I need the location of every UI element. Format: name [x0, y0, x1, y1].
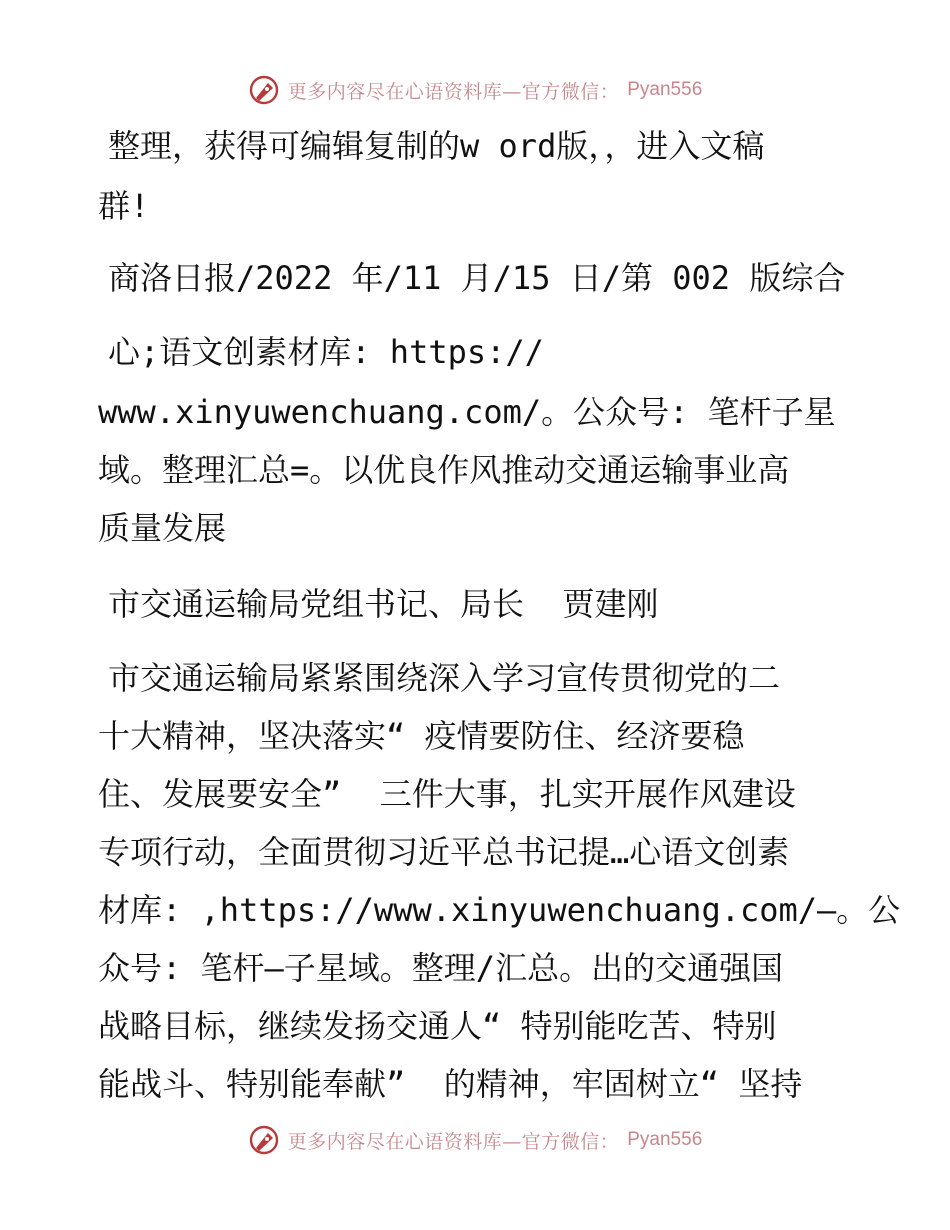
watermark-text: 更多内容尽在心语资料库—官方微信：: [287, 80, 620, 103]
footer-watermark: [0, 1118, 950, 1162]
text-line: 专项行动，全面贯彻习近平总书记提…心语文创素: [98, 833, 790, 871]
watermark-wechat-id: Pyan556: [627, 79, 703, 100]
text-line: 商洛日报/2022 年/11 月/15 日/第 002 版综合: [108, 259, 846, 297]
text-line: 市交通运输局紧紧围绕深入学习宣传贯彻党的二: [108, 659, 781, 697]
pen-nib-circle-icon: [248, 1124, 280, 1156]
header-watermark: [0, 68, 950, 112]
text-line: 能战斗、特别能奉献” 的精神，牢固树立“ 坚持: [98, 1065, 803, 1103]
text-line: 心;语文创素材库: https://: [108, 333, 544, 371]
watermark-wechat-id: Pyan556: [627, 1129, 703, 1150]
text-line: 整理，获得可编辑复制的w ord版，，进入文稿: [108, 127, 765, 165]
text-line: 材库: ,https://www.xinyuwenchuang.com/—。公: [98, 891, 901, 929]
text-line: 众号: 笔杆—子星域。整理/汇总。出的交通强国: [98, 949, 784, 987]
text-line: 住、发展要安全” 三件大事，扎实开展作风建设: [98, 775, 796, 813]
text-line: www.xinyuwenchuang.com/。公众号: 笔杆子星: [98, 393, 836, 431]
text-line: 域。整理汇总=。以优良作风推动交通运输事业高: [98, 451, 790, 489]
text-line: 战略目标，继续发扬交通人“ 特别能吃苦、特别: [98, 1007, 777, 1045]
text-line: 质量发展: [98, 509, 227, 547]
text-line: 群!: [98, 187, 150, 225]
watermark-text: 更多内容尽在心语资料库—官方微信：: [287, 1130, 620, 1153]
text-line: 市交通运输局党组书记、局长 贾建刚: [108, 585, 659, 623]
pen-nib-circle-icon: [248, 74, 280, 106]
text-line: 十大精神，坚决落实“ 疫情要防住、经济要稳: [98, 717, 745, 755]
